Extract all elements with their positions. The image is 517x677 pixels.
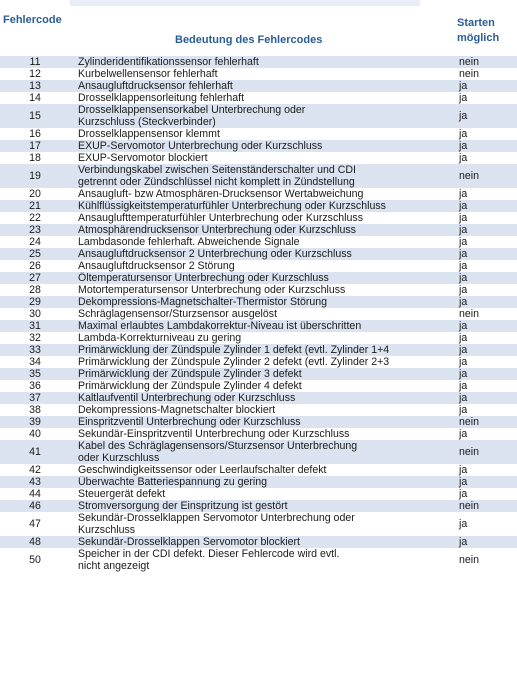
start-possible-cell: nein xyxy=(457,68,517,80)
error-code-cell: 25 xyxy=(0,248,72,260)
table-row xyxy=(0,440,517,464)
error-code-cell: 40 xyxy=(0,428,72,440)
error-code-cell: 28 xyxy=(0,284,72,296)
description-line: Steuergerät defekt xyxy=(78,488,166,500)
description-line: nicht angezeigt xyxy=(78,560,150,572)
start-possible-cell: ja xyxy=(457,380,517,392)
description-line: Lambdasonde fehlerhaft. Abweichende Signale xyxy=(78,236,300,248)
error-code-cell: 42 xyxy=(0,464,72,476)
description-cell xyxy=(72,272,457,284)
description-cell xyxy=(72,260,457,272)
header-bedeutung: Bedeutung des Fehlercodes xyxy=(175,34,323,46)
error-code-cell: 21 xyxy=(0,200,72,212)
description-cell xyxy=(72,392,457,404)
table-row xyxy=(0,404,517,416)
table-row xyxy=(0,308,517,320)
description-cell xyxy=(72,284,457,296)
description-line: Primärwicklung der Zündspule Zylinder 4 defekt xyxy=(78,380,302,392)
table-row xyxy=(0,536,517,548)
error-code-cell: 22 xyxy=(0,212,72,224)
table-row xyxy=(0,488,517,500)
description-line: Zylinderidentifikationssensor fehlerhaft xyxy=(78,56,259,68)
description-line: Drosselklappensorleitung fehlerhaft xyxy=(78,92,245,104)
description-line: Dekompressions-Magnetschalter-Thermistor Störung xyxy=(78,296,328,308)
table-row xyxy=(0,356,517,368)
error-code-cell: 19 xyxy=(0,164,72,188)
description-cell xyxy=(72,140,457,152)
table-body xyxy=(0,56,517,572)
description-cell xyxy=(72,428,457,440)
description-line: Lambda-Korrekturniveau zu gering xyxy=(78,332,242,344)
description-cell xyxy=(72,188,457,200)
error-code-cell: 15 xyxy=(0,104,72,128)
description-line: getrennt oder Zündschlüssel nicht komplett in Zündstellung xyxy=(78,176,355,188)
header-fehlercode: Fehlercode xyxy=(3,14,62,26)
start-possible-cell: ja xyxy=(457,476,517,488)
table-row xyxy=(0,500,517,512)
description-cell xyxy=(72,236,457,248)
start-possible-cell: ja xyxy=(457,92,517,104)
description-line: Motortemperatursensor Unterbrechung oder Kurzschluss xyxy=(78,284,346,296)
start-possible-cell: ja xyxy=(457,428,517,440)
table-row xyxy=(0,320,517,332)
error-code-cell: 20 xyxy=(0,188,72,200)
description-cell xyxy=(72,332,457,344)
table-row xyxy=(0,344,517,356)
error-code-cell: 18 xyxy=(0,152,72,164)
description-cell xyxy=(72,248,457,260)
description-cell xyxy=(72,80,457,92)
description-line: Drosselklappensensorkabel Unterbrechung oder xyxy=(78,104,306,116)
description-line: Ansauglufttemperaturfühler Unterbrechung oder Kurzschluss xyxy=(78,212,364,224)
table-row xyxy=(0,188,517,200)
error-code-cell: 39 xyxy=(0,416,72,428)
description-line: Primärwicklung der Zündspule Zylinder 2 defekt (evtl. Zylinder 2+3 xyxy=(78,356,390,368)
description-cell xyxy=(72,500,457,512)
description-line: Kühlflüssigkeitstemperaturfühler Unterbrechung oder Kurzschluss xyxy=(78,200,386,212)
error-code-cell: 48 xyxy=(0,536,72,548)
description-line: Dekompressions-Magnetschalter blockiert xyxy=(78,404,276,416)
start-possible-cell: nein xyxy=(457,308,517,320)
description-line: Maximal erlaubtes Lambdakorrektur-Niveau ist überschritten xyxy=(78,320,362,332)
description-cell xyxy=(72,416,457,428)
start-possible-cell: nein xyxy=(457,164,517,188)
start-possible-cell: nein xyxy=(457,440,517,464)
table-row xyxy=(0,80,517,92)
error-code-cell: 32 xyxy=(0,332,72,344)
start-possible-cell: nein xyxy=(457,548,517,572)
table-row xyxy=(0,296,517,308)
description-line: Primärwicklung der Zündspule Zylinder 1 defekt (evtl. Zylinder 1+4 xyxy=(78,344,390,356)
error-code-cell: 31 xyxy=(0,320,72,332)
description-line: EXUP-Servomotor blockiert xyxy=(78,152,208,164)
table-row xyxy=(0,548,517,572)
error-code-cell: 44 xyxy=(0,488,72,500)
description-line: Ansaugluftdrucksensor fehlerhaft xyxy=(78,80,233,92)
description-cell xyxy=(72,440,457,464)
header-starten: Starten xyxy=(457,17,495,29)
table-row xyxy=(0,140,517,152)
start-possible-cell: ja xyxy=(457,392,517,404)
error-code-cell: 13 xyxy=(0,80,72,92)
error-code-cell: 34 xyxy=(0,356,72,368)
table-row xyxy=(0,152,517,164)
description-cell xyxy=(72,296,457,308)
error-code-cell: 47 xyxy=(0,512,72,536)
table-row xyxy=(0,272,517,284)
description-cell xyxy=(72,164,457,188)
description-line: Kurzschluss (Steckverbinder) xyxy=(78,116,216,128)
start-possible-cell: ja xyxy=(457,368,517,380)
start-possible-cell: nein xyxy=(457,416,517,428)
table-row xyxy=(0,224,517,236)
error-code-cell: 38 xyxy=(0,404,72,416)
start-possible-cell: ja xyxy=(457,224,517,236)
table-row xyxy=(0,512,517,536)
description-line: Geschwindigkeitssensor oder Leerlaufschalter defekt xyxy=(78,464,327,476)
description-cell xyxy=(72,152,457,164)
table-row xyxy=(0,332,517,344)
description-cell xyxy=(72,368,457,380)
start-possible-cell: ja xyxy=(457,344,517,356)
header-starten-moeglich xyxy=(457,0,517,52)
start-possible-cell: ja xyxy=(457,332,517,344)
start-possible-cell: ja xyxy=(457,248,517,260)
error-code-cell: 29 xyxy=(0,296,72,308)
error-code-cell: 12 xyxy=(0,68,72,80)
table-row xyxy=(0,128,517,140)
description-line: Kurbelwellensensor fehlerhaft xyxy=(78,68,218,80)
description-line: Kaltlaufventil Unterbrechung oder Kurzschluss xyxy=(78,392,296,404)
start-possible-cell: ja xyxy=(457,140,517,152)
description-line: Verbindungskabel zwischen Seitenständerschalter und CDI xyxy=(78,164,356,176)
description-line: Kabel des Schräglagensensors/Sturzsensor Unterbrechung xyxy=(78,440,358,452)
start-possible-cell: ja xyxy=(457,212,517,224)
start-possible-cell: ja xyxy=(457,404,517,416)
description-line: Einspritzventil Unterbrechung oder Kurzschluss xyxy=(78,416,301,428)
description-line: Kurzschluss xyxy=(78,524,136,536)
start-possible-cell: ja xyxy=(457,128,517,140)
start-possible-cell: ja xyxy=(457,284,517,296)
description-cell xyxy=(72,488,457,500)
description-cell xyxy=(72,476,457,488)
description-line: Ansaugluftdrucksensor 2 Unterbrechung oder Kurzschluss xyxy=(78,248,352,260)
table-row xyxy=(0,236,517,248)
table-header-row xyxy=(0,0,517,52)
description-cell xyxy=(72,68,457,80)
start-possible-cell: ja xyxy=(457,236,517,248)
description-line: Ansaugluftdrucksensor 2 Störung xyxy=(78,260,235,272)
description-cell xyxy=(72,380,457,392)
table-row xyxy=(0,104,517,128)
description-cell xyxy=(72,224,457,236)
start-possible-cell: ja xyxy=(457,104,517,128)
start-possible-cell: ja xyxy=(457,188,517,200)
start-possible-cell: nein xyxy=(457,500,517,512)
description-cell xyxy=(72,128,457,140)
start-possible-cell: ja xyxy=(457,320,517,332)
table-row xyxy=(0,464,517,476)
description-line: Drosselklappensensor klemmt xyxy=(78,128,220,140)
description-cell xyxy=(72,536,457,548)
description-line: Primärwicklung der Zündspule Zylinder 3 defekt xyxy=(78,368,302,380)
table-row xyxy=(0,200,517,212)
description-cell xyxy=(72,212,457,224)
error-code-cell: 27 xyxy=(0,272,72,284)
table-row xyxy=(0,368,517,380)
description-line: Stromversorgung der Einspritzung ist gestört xyxy=(78,500,288,512)
error-code-cell: 37 xyxy=(0,392,72,404)
table-row xyxy=(0,92,517,104)
description-line: Sekundär-Drosselklappen Servomotor blockiert xyxy=(78,536,300,548)
start-possible-cell: ja xyxy=(457,272,517,284)
description-cell xyxy=(72,200,457,212)
error-code-cell: 14 xyxy=(0,92,72,104)
table-row xyxy=(0,164,517,188)
description-line: Speicher in der CDI defekt. Dieser Fehlercode wird evtl. xyxy=(78,548,340,560)
error-code-cell: 30 xyxy=(0,308,72,320)
description-line: Sekundär-Drosselklappen Servomotor Unterbrechung oder xyxy=(78,512,355,524)
table-row xyxy=(0,68,517,80)
description-line: Öltemperatursensor Unterbrechung oder Kurzschluss xyxy=(78,272,329,284)
description-line: Atmosphärendrucksensor Unterbrechung oder Kurzschluss xyxy=(78,224,356,236)
start-possible-cell: ja xyxy=(457,512,517,536)
table-row xyxy=(0,416,517,428)
table-row xyxy=(0,380,517,392)
table-row xyxy=(0,56,517,68)
description-line: Ansaugluft- bzw Atmosphären-Drucksensor Wertabweichung xyxy=(78,188,364,200)
table-row xyxy=(0,248,517,260)
start-possible-cell: ja xyxy=(457,356,517,368)
error-code-cell: 17 xyxy=(0,140,72,152)
table-row xyxy=(0,212,517,224)
description-cell xyxy=(72,548,457,572)
error-code-cell: 26 xyxy=(0,260,72,272)
description-cell xyxy=(72,464,457,476)
start-possible-cell: nein xyxy=(457,56,517,68)
description-cell xyxy=(72,512,457,536)
error-code-cell: 41 xyxy=(0,440,72,464)
description-cell xyxy=(72,92,457,104)
start-possible-cell: ja xyxy=(457,80,517,92)
start-possible-cell: ja xyxy=(457,464,517,476)
description-line: Überwachte Batteriespannung zu gering xyxy=(78,476,268,488)
description-line: oder Kurzschluss xyxy=(78,452,160,464)
header-moeglich: möglich xyxy=(457,32,500,44)
start-possible-cell: ja xyxy=(457,260,517,272)
description-line: Sekundär-Einspritzventil Unterbrechung oder Kurzschluss xyxy=(78,428,350,440)
error-code-cell: 35 xyxy=(0,368,72,380)
description-cell xyxy=(72,356,457,368)
table-row xyxy=(0,476,517,488)
start-possible-cell: ja xyxy=(457,536,517,548)
table-row xyxy=(0,284,517,296)
description-cell xyxy=(72,104,457,128)
description-cell xyxy=(72,320,457,332)
table-row xyxy=(0,260,517,272)
start-possible-cell: ja xyxy=(457,152,517,164)
error-code-cell: 50 xyxy=(0,548,72,572)
start-possible-cell: ja xyxy=(457,200,517,212)
table-row xyxy=(0,428,517,440)
description-cell xyxy=(72,56,457,68)
description-line: EXUP-Servomotor Unterbrechung oder Kurzschluss xyxy=(78,140,323,152)
description-cell xyxy=(72,344,457,356)
error-code-cell: 46 xyxy=(0,500,72,512)
error-code-cell: 16 xyxy=(0,128,72,140)
description-cell xyxy=(72,404,457,416)
error-code-cell: 43 xyxy=(0,476,72,488)
error-code-cell: 36 xyxy=(0,380,72,392)
error-code-cell: 23 xyxy=(0,224,72,236)
start-possible-cell: ja xyxy=(457,296,517,308)
error-code-cell: 24 xyxy=(0,236,72,248)
start-possible-cell: ja xyxy=(457,488,517,500)
table-row xyxy=(0,392,517,404)
description-line: Schräglagensensor/Sturzsensor ausgelöst xyxy=(78,308,278,320)
error-code-cell: 33 xyxy=(0,344,72,356)
description-cell xyxy=(72,308,457,320)
error-code-cell: 11 xyxy=(0,56,72,68)
